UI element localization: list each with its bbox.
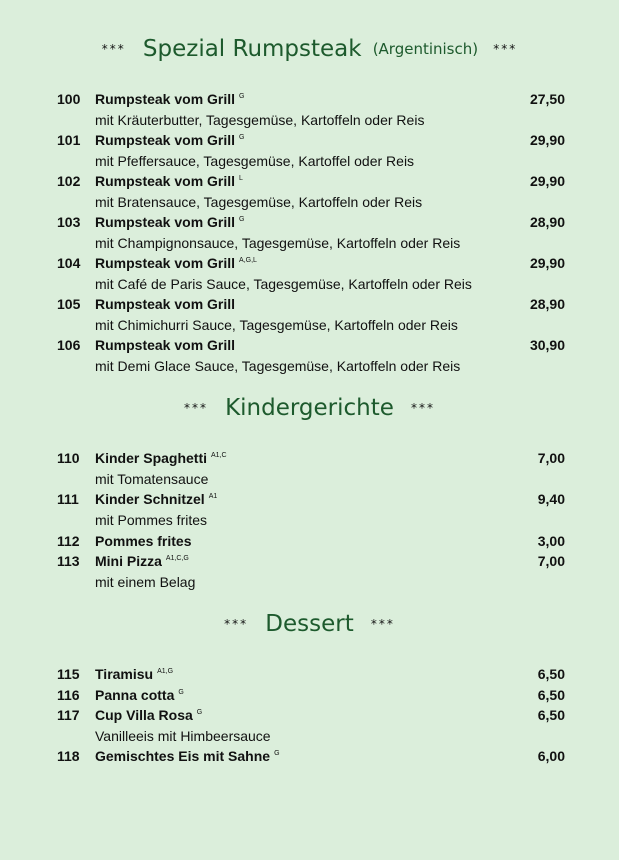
stars-decoration: *** [101,42,126,56]
item-number: 117 [57,707,80,723]
item-description: mit Tomatensauce [95,471,209,487]
item-name: Tiramisu $^{A1,G}$ [95,666,174,682]
item-name: Rumpsteak vom Grill $^{A,G,L}$ [95,255,257,271]
stars-decoration: *** [370,617,395,631]
item-price: 7,00 [537,553,565,569]
item-number: 118 [57,748,80,764]
section-heading-rumpsteak [0,36,619,62]
menu-item [0,212,619,253]
item-price: 29,90 [529,173,565,189]
stars-decoration: *** [224,617,249,631]
item-price: 30,90 [529,337,565,353]
item-number: 111 [57,491,79,507]
item-price: 7,00 [537,450,565,466]
item-name: Mini Pizza $^{A1,C,G}$ [95,553,189,569]
menu-item [0,746,619,766]
menu-item [0,705,619,746]
allergen-codes: G [239,93,245,100]
allergen-codes: A1,G [157,668,174,675]
item-description: mit Demi Glace Sauce, Tagesgemüse, Kartoffeln oder Reis [95,358,461,374]
item-description: mit Bratensauce, Tagesgemüse, Kartoffeln oder Reis [95,194,423,210]
item-description: mit Café de Paris Sauce, Tagesgemüse, Kartoffeln oder Reis [95,276,472,292]
section-heading-dessert [0,611,619,637]
item-name: Pommes frites [95,533,192,549]
allergen-codes: A1 [208,493,218,500]
menu-item [0,335,619,376]
stars-decoration: *** [493,42,518,56]
item-name: Rumpsteak vom Grill [95,337,236,353]
item-name: Panna cotta $^G$ [95,687,184,703]
item-number: 101 [57,132,81,148]
menu-item [0,551,619,592]
menu-item [0,253,619,294]
menu-item [0,489,619,530]
menu-item [0,89,619,130]
item-number: 102 [57,173,81,189]
item-price: 6,00 [537,748,565,764]
item-name: Kinder Spaghetti $^{A1,C}$ [95,450,227,466]
allergen-codes: G [239,216,245,223]
stars-decoration: *** [411,401,436,415]
stars-decoration: *** [183,401,208,415]
item-price: 29,90 [529,255,565,271]
item-description: mit Chimichurri Sauce, Tagesgemüse, Kartoffeln oder Reis [95,317,458,333]
menu-item [0,130,619,171]
item-number: 115 [57,666,80,682]
item-price: 29,90 [529,132,565,148]
item-number: 112 [57,533,80,549]
section-title: Kindergerichte [225,395,394,421]
section-title: Dessert [265,611,354,637]
section-subtitle: (Argentinisch) [372,40,479,58]
item-number: 104 [57,255,81,271]
item-name: Rumpsteak vom Grill [95,296,236,312]
allergen-codes: G [196,709,203,716]
item-number: 110 [57,450,80,466]
item-price: 6,50 [537,666,565,682]
menu-item [0,664,619,684]
item-name: Rumpsteak vom Grill $^G$ [95,132,245,148]
item-price: 3,00 [537,533,565,549]
item-price: 6,50 [537,707,565,723]
allergen-codes: A1,C,G [165,555,189,562]
item-name: Rumpsteak vom Grill $^G$ [95,91,245,107]
item-number: 103 [57,214,81,230]
item-price: 6,50 [537,687,565,703]
item-description: mit einem Belag [95,574,196,590]
allergen-codes: G [239,134,245,141]
menu-item [0,685,619,705]
item-name: Kinder Schnitzel $^{A1}$ [95,491,218,507]
item-number: 100 [57,91,81,107]
item-price: 28,90 [529,296,565,312]
item-number: 116 [57,687,80,703]
allergen-codes: L [239,175,243,182]
section-title: Spezial Rumpsteak [142,36,362,62]
item-name: Rumpsteak vom Grill $^G$ [95,214,245,230]
menu-item [0,171,619,212]
item-number: 106 [57,337,81,353]
item-number: 105 [57,296,81,312]
allergen-codes: G [274,750,280,757]
item-description: Vanilleeis mit Himbeersauce [95,728,271,744]
section-heading-kinder [0,395,619,421]
item-name: Rumpsteak vom Grill $^L$ [95,173,243,189]
item-price: 9,40 [537,491,565,507]
item-description: mit Pfeffersauce, Tagesgemüse, Kartoffel oder Reis [95,153,415,169]
item-price: 28,90 [529,214,565,230]
item-price: 27,50 [529,91,565,107]
item-description: mit Kräuterbutter, Tagesgemüse, Kartoffeln oder Reis [95,112,425,128]
menu-item [0,531,619,551]
allergen-codes: A,G,L [239,257,257,264]
item-description: mit Champignonsauce, Tagesgemüse, Kartoffeln oder Reis [95,235,461,251]
item-name: Cup Villa Rosa $^G$ [95,707,203,723]
menu-item [0,294,619,335]
menu-item [0,448,619,489]
item-name: Gemischtes Eis mit Sahne $^G$ [95,748,280,764]
item-number: 113 [57,553,80,569]
allergen-codes: A1,C [211,452,227,459]
item-description: mit Pommes frites [95,512,208,528]
allergen-codes: G [178,689,184,696]
